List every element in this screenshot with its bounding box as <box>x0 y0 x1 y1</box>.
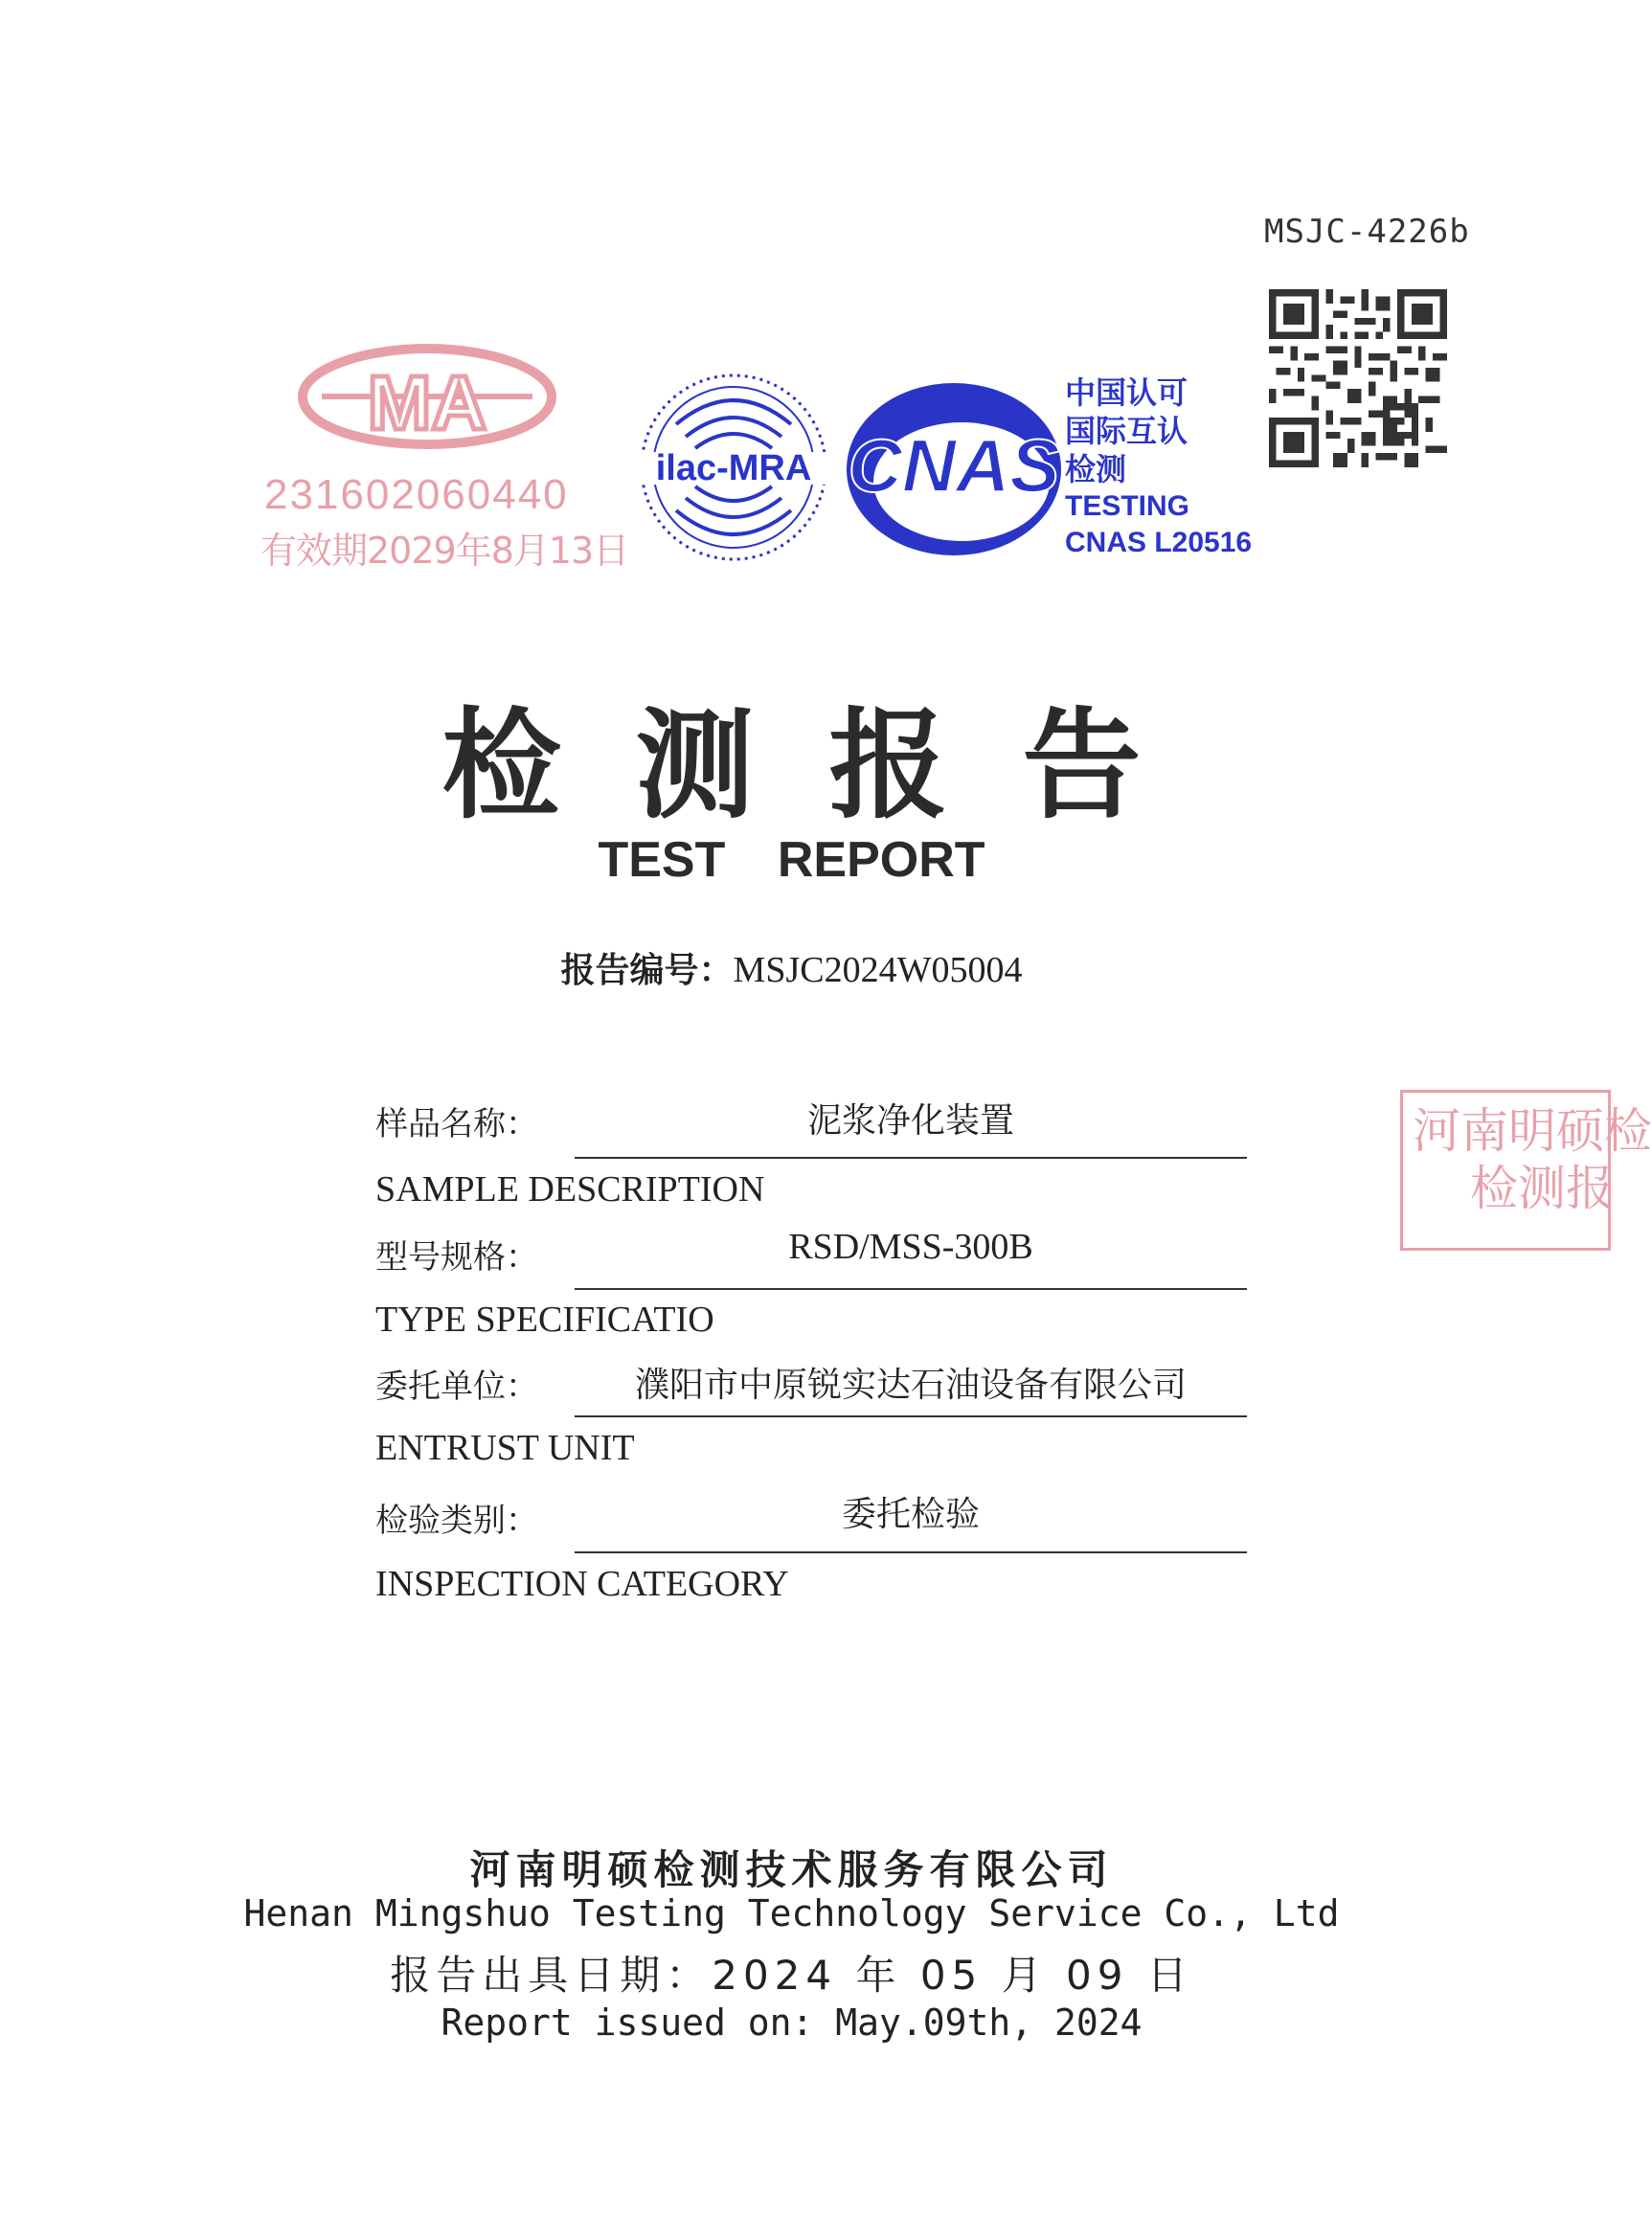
ilac-mra-logo-icon <box>638 372 829 563</box>
cnas-line-5: CNAS L20516 <box>1065 526 1253 558</box>
report-number-label: 报告编号： <box>560 951 734 990</box>
entrust-unit-label-cn: 委托单位： <box>375 1368 538 1406</box>
report-title-en: TEST REPORT <box>598 832 985 888</box>
sample-description-value: 泥浆净化装置 <box>806 1101 1014 1141</box>
cnas-line-3: 检测 <box>1065 451 1127 487</box>
type-specification-value: RSD/MSS-300B <box>788 1227 1033 1267</box>
type-specification-underline <box>575 1288 1247 1290</box>
svg-text:MA: MA <box>367 360 487 445</box>
inspection-category-label-en: INSPECTION CATEGORY <box>375 1564 789 1604</box>
cma-logo-icon <box>283 337 571 471</box>
report-title-cn: 检测报告 <box>441 696 1216 835</box>
entrust-unit-value: 濮阳市中原锐实达石油设备有限公司 <box>634 1366 1187 1405</box>
sample-description-label-en: SAMPLE DESCRIPTION <box>375 1169 765 1210</box>
svg-text:ilac-MRA: ilac-MRA <box>655 448 812 488</box>
report-number <box>0 943 1583 992</box>
qr-code-icon <box>1269 289 1447 467</box>
cnas-logo-icon <box>839 378 1069 560</box>
company-seal-stamp: 河南明硕检 检测报 <box>1400 1090 1611 1251</box>
inspection-category-value: 委托检验 <box>841 1495 980 1534</box>
inspection-category-label-cn: 检验类别： <box>375 1502 538 1540</box>
inspection-category-underline <box>575 1551 1247 1553</box>
entrust-unit-label-en: ENTRUST UNIT <box>375 1428 635 1468</box>
cnas-line-1: 中国认可 <box>1065 374 1188 411</box>
entrust-unit-underline <box>575 1415 1247 1417</box>
cnas-accreditation-text <box>1065 373 1252 560</box>
svg-text:CNAS: CNAS <box>848 423 1060 508</box>
type-specification-label-cn: 型号规格： <box>375 1238 538 1277</box>
cma-validity: 有效期2029年8月13日 <box>260 530 629 572</box>
form-code: MSJC-4226b <box>1264 213 1470 251</box>
report-number-value: MSJC2024W05004 <box>733 950 1023 990</box>
cnas-line-4: TESTING <box>1065 490 1190 522</box>
company-name-en: Henan Mingshuo Testing Technology Service Co., Ltd <box>243 1892 1340 1934</box>
issue-date-cn: 报告出具日期：2024 年 05 月 09 日 <box>390 1952 1193 1999</box>
type-specification-label-en: TYPE SPECIFICATIO <box>375 1300 714 1340</box>
cma-stamp <box>255 337 629 572</box>
company-name-cn: 河南明硕检测技术服务有限公司 <box>469 1846 1114 1893</box>
sample-description-label-cn: 样品名称： <box>375 1105 538 1143</box>
issue-date-en: Report issued on: May.09th, 2024 <box>441 2002 1143 2044</box>
sample-description-underline <box>575 1157 1247 1159</box>
cnas-line-2: 国际互认 <box>1065 413 1188 449</box>
cma-number: 231602060440 <box>264 471 569 518</box>
